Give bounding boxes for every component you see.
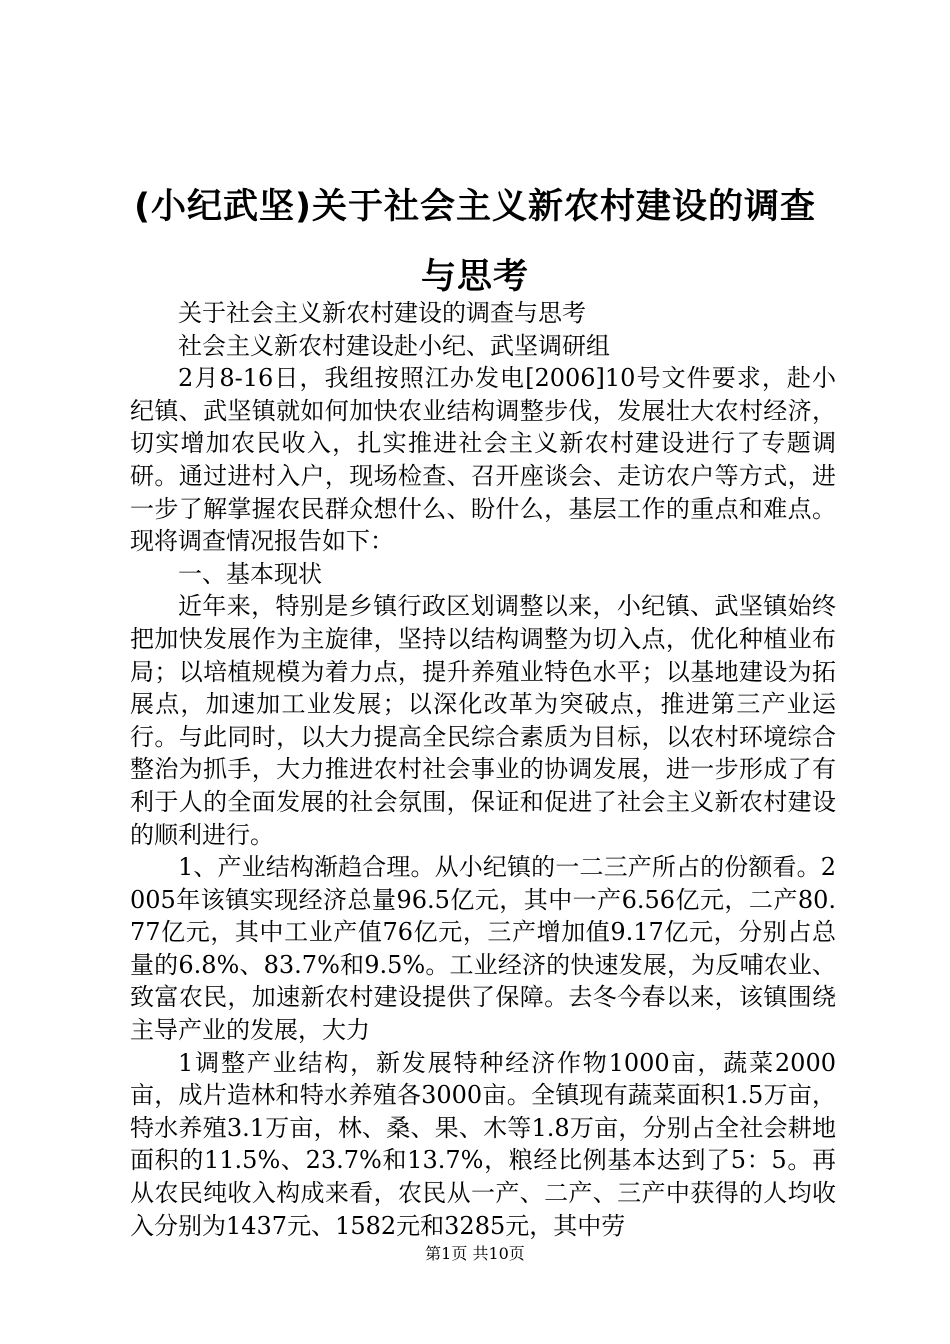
paragraph-industry-structure: 1、产业结构渐趋合理。从小纪镇的一二三产所占的份额看。2005年该镇实现经济总量96.5亿元，其中一产6.56亿元，二产80.77亿元，其中工业产值76亿元，三产增加值9.17亿元，分别占总量的6.8%、83.7%和9.5%。工业经济的快速发展，为反哺农业、致富农民，加速新农村建设提供了保障。去冬今春以来，该镇围绕主导产业的发展，大力 (130, 853, 836, 1045)
paragraph-intro: 2月8-16日，我组按照江办发电[2006]10号文件要求，赴小纪镇、武坚镇就如何加快农业结构调整步伐，发展壮大农村经济，切实增加农民收入，扎实推进社会主义新农村建设进行了专题调研。通过进村入户，现场检查、召开座谈会、走访农户等方式，进一步了解掌握农民群众想什么、盼什么，基层工作的重点和难点。现将调查情况报告如下： (130, 364, 836, 556)
paragraph-author: 社会主义新农村建设赴小纪、武坚调研组 (178, 331, 610, 360)
paragraph-structure-adjustment: 1调整产业结构，新发展特种经济作物1000亩，蔬菜2000亩，成片造林和特水养殖各3000亩。全镇现有蔬菜面积1.5万亩，特水养殖3.1万亩，林、桑、果、木等1.8万亩，分别占全社会耕地面积的11.5%、23.7%和13.7%，粮经比例基本达到了5：5。再从农民纯收入构成来看，农民从一产、二产、三产中获得的人均收入分别为1437元、1582元和3285元，其中劳 (130, 1048, 836, 1240)
section-heading-basic-status: 一、基本现状 (178, 559, 322, 588)
document-title: (小纪武坚)关于社会主义新农村建设的调查与思考 (134, 187, 816, 297)
paragraph-overview: 近年来，特别是乡镇行政区划调整以来，小纪镇、武坚镇始终把加快发展作为主旋律，坚持以结构调整为切入点，优化种植业布局；以培植规模为着力点，提升养殖业特色水平；以基地建设为拓展点，加速加工业发展；以深化改革为突破点，推进第三产业运行。与此同时，以大力提高全民综合素质为目标，以农村环境综合整治为抓手，大力推进农村社会事业的协调发展，进一步形成了有利于人的全面发展的社会氛围，保证和促进了社会主义新农村建设的顺利进行。 (130, 592, 836, 849)
document-body (130, 297, 836, 1242)
page-footer: 第1页 共10页 (425, 1244, 525, 1263)
paragraph-subtitle: 关于社会主义新农村建设的调查与思考 (178, 299, 586, 327)
